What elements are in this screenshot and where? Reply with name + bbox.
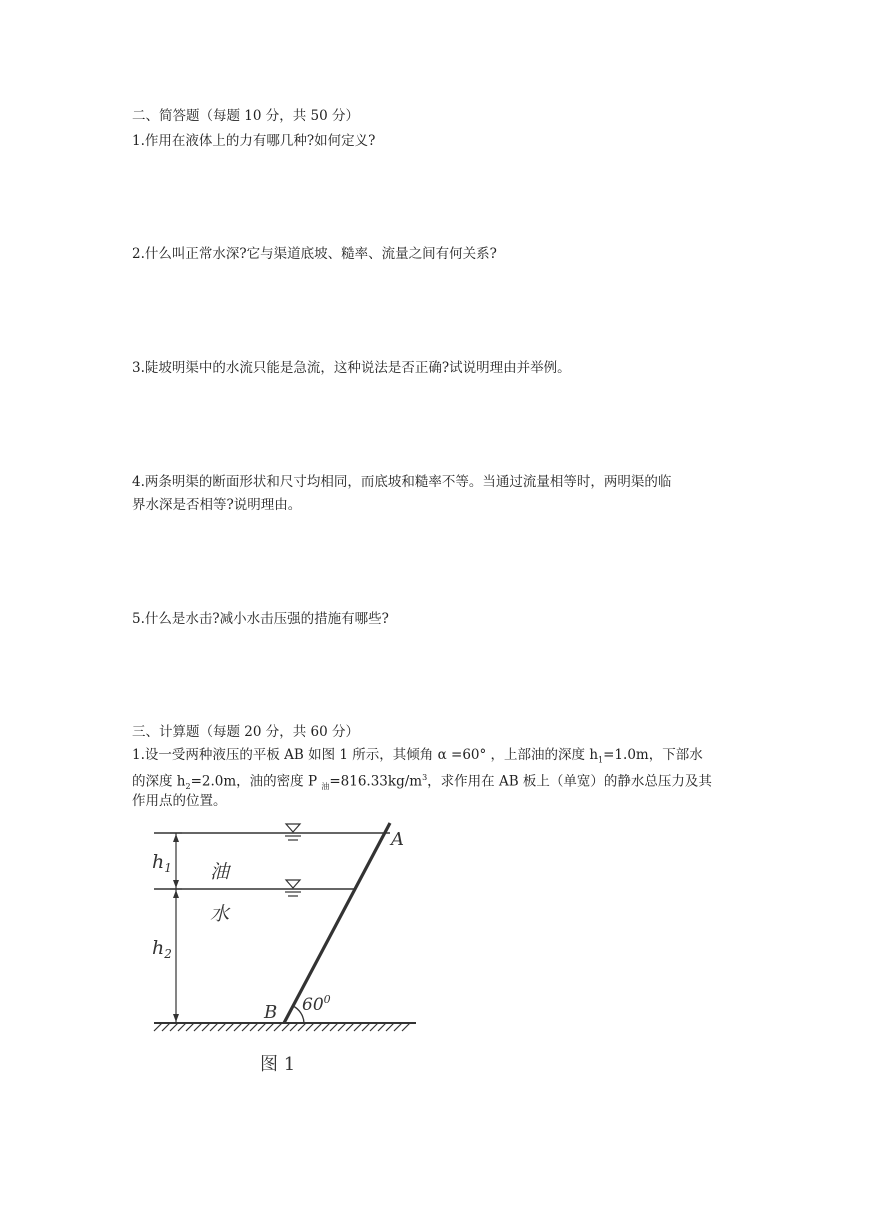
angle-label: $60^0$ [302,993,331,1015]
question-4-line1: 4.两条明渠的断面形状和尺寸均相同，而底坡和糙率不等。当通过流量相等时，两明渠的临 [132,474,672,490]
label-h1: $h_1$ [152,851,172,875]
label-h2: $h_2$ [152,937,172,961]
question-2: 2.什么叫正常水深?它与渠道底坡、糙率、流量之间有何关系? [132,246,497,262]
question-1: 1.作用在液体上的力有哪几种?如何定义? [132,133,376,149]
label-oil: 油 [210,861,230,883]
calc-question-1-line1: 1.设一受两种液压的平板 AB 如图 1 所示，其倾角 α =60° ，上部油的深度 $h_1=1.0m$，下部水 [132,747,703,765]
question-5: 5.什么是水击?减小水击压强的措施有哪些? [132,611,389,627]
surface-symbol-oil [285,824,301,840]
arrow-h2-top [173,890,179,898]
plate-ab [284,823,390,1023]
question-4-line2: 界水深是否相等?说明理由。 [132,497,302,513]
figure-1-diagram [140,820,430,1080]
calc-question-1-line2: 的深度 $h_2=2.0m$，油的密度 P $_油=816.33kg/m^3$，求作用在 AB 板上（单宽）的静水总压力及其 [132,773,712,792]
surface-symbol-water [285,880,301,896]
label-b: B [264,1002,278,1023]
arrow-h1-top [173,834,179,842]
arrow-h1-bottom [173,880,179,888]
figure-caption: 图 1 [260,1054,296,1075]
section3-heading: 三、计算题（每题 20 分，共 60 分） [132,724,360,740]
calc-question-1-line3: 作用点的位置。 [132,793,227,809]
ground-hatching [154,1023,410,1031]
label-water: 水 [210,903,230,925]
question-3: 3.陡坡明渠中的水流只能是急流，这种说法是否正确?试说明理由并举例。 [132,360,571,376]
label-a: A [391,829,404,850]
arrow-h2-bottom [173,1014,179,1022]
section2-heading: 二、简答题（每题 10 分，共 50 分） [132,108,360,124]
